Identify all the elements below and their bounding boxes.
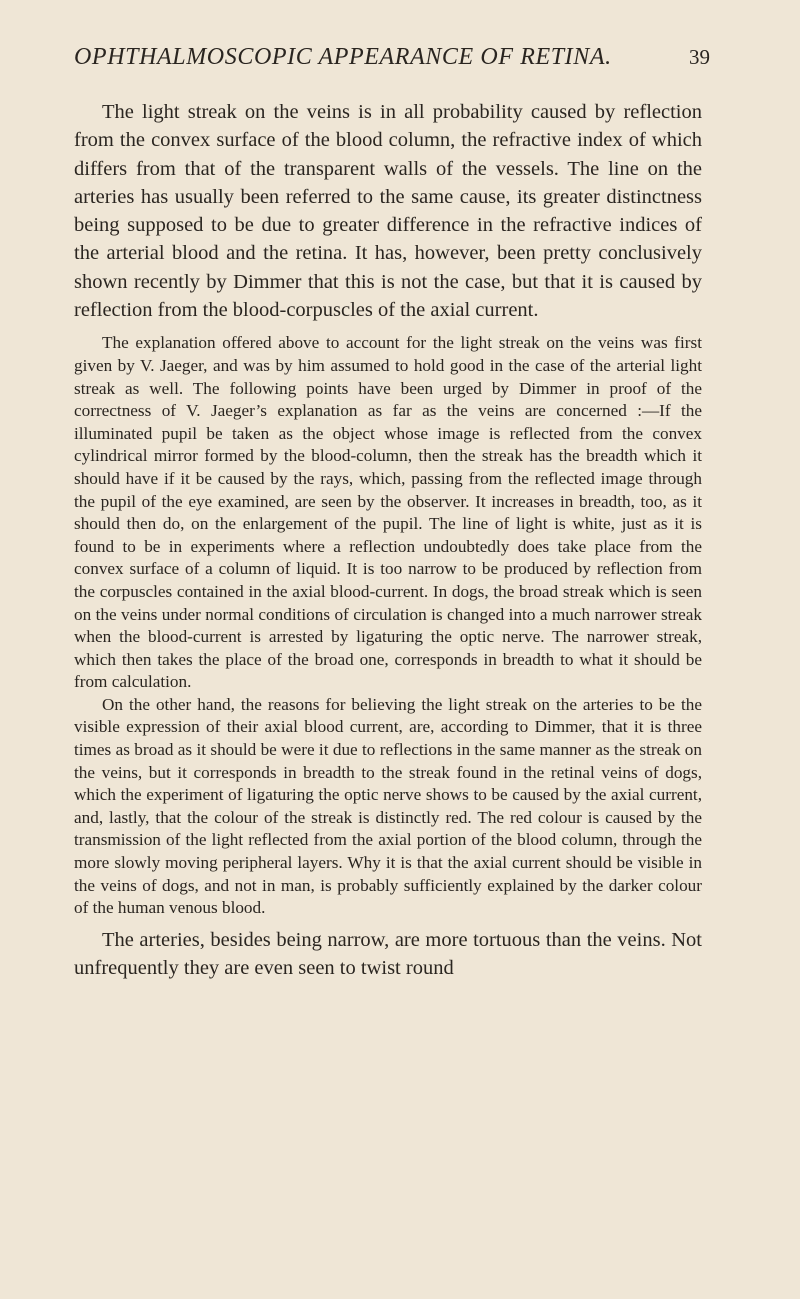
page-number: 39	[689, 45, 710, 69]
running-head	[74, 0, 710, 84]
body-paragraph-1: The light streak on the veins is in all probability caused by reflection from the convex surface of the blood column, the refractive index of which differs from that of the transparent walls of the vessels. The line on the arteries has usually been referred to the same cause, its greater distinctness being supposed to be due to greater difference in the refractive indices of the arterial blood and the retina. It has, however, been pretty conclusively shown recently by Dimmer that this is not the case, but that it is caused by reflection from the blood-corpuscles of the axial current.	[74, 101, 702, 322]
body-paragraph-2: The explanation offered above to account for the light streak on the veins was first given by V. Jaeger, and was by him assumed to hold good in the case of the arterial light streak as well. The following points have been urged by Dimmer in proof of the correctness of V. Jaeger’s explanation as far as the veins are concerned :—If the illuminated pupil be taken as the object whose image is reflected from the convex cylindrical mirror formed by the blood-column, then the streak has the breadth which it should have if it be caused by the rays, which, passing from the reflected image through the pupil of the eye examined, are seen by the observer. It increases in breadth, too, as it should then do, on the enlargement of the pupil. The line of light is white, just as it is found to be in experiments where a reflection undoubtedly does take place from the convex surface of a column of liquid. It is too narrow to be produced by reflection from the corpuscles contained in the axial blood-current. In dogs, the broad streak which is seen on the veins under normal conditions of circulation is changed into a much narrower streak when the blood-current is arrested by ligaturing the optic nerve. The narrower streak, which then takes the place of the broad one, corresponds in breadth to what it should be from calculation.	[74, 333, 702, 692]
body-paragraph-4: The arteries, besides being narrow, are more tortuous than the veins. Not unfrequently they are even seen to twist round	[74, 928, 702, 980]
body-paragraph-3: On the other hand, the reasons for believing the light streak on the arteries to be the visible expression of their axial blood current, are, according to Dimmer, that it is three times as broad as it should be were it due to reflections in the same manner as the streak on the veins, but it corresponds in breadth to the streak found in the retinal veins of dogs, which the experiment of ligaturing the optic nerve shows to be caused by the axial current, and, lastly, that the colour of the streak is distinctly red. The red colour is caused by the transmission of the light reflected from the axial portion of the blood column, through the more slowly moving peripheral layers. Why it is that the axial current should be visible in the veins of dogs, and not in man, is probably sufficiently explained by the darker colour of the human venous blood.	[74, 694, 702, 918]
running-title: OPHTHALMOSCOPIC APPEARANCE OF RETINA.	[74, 44, 612, 70]
